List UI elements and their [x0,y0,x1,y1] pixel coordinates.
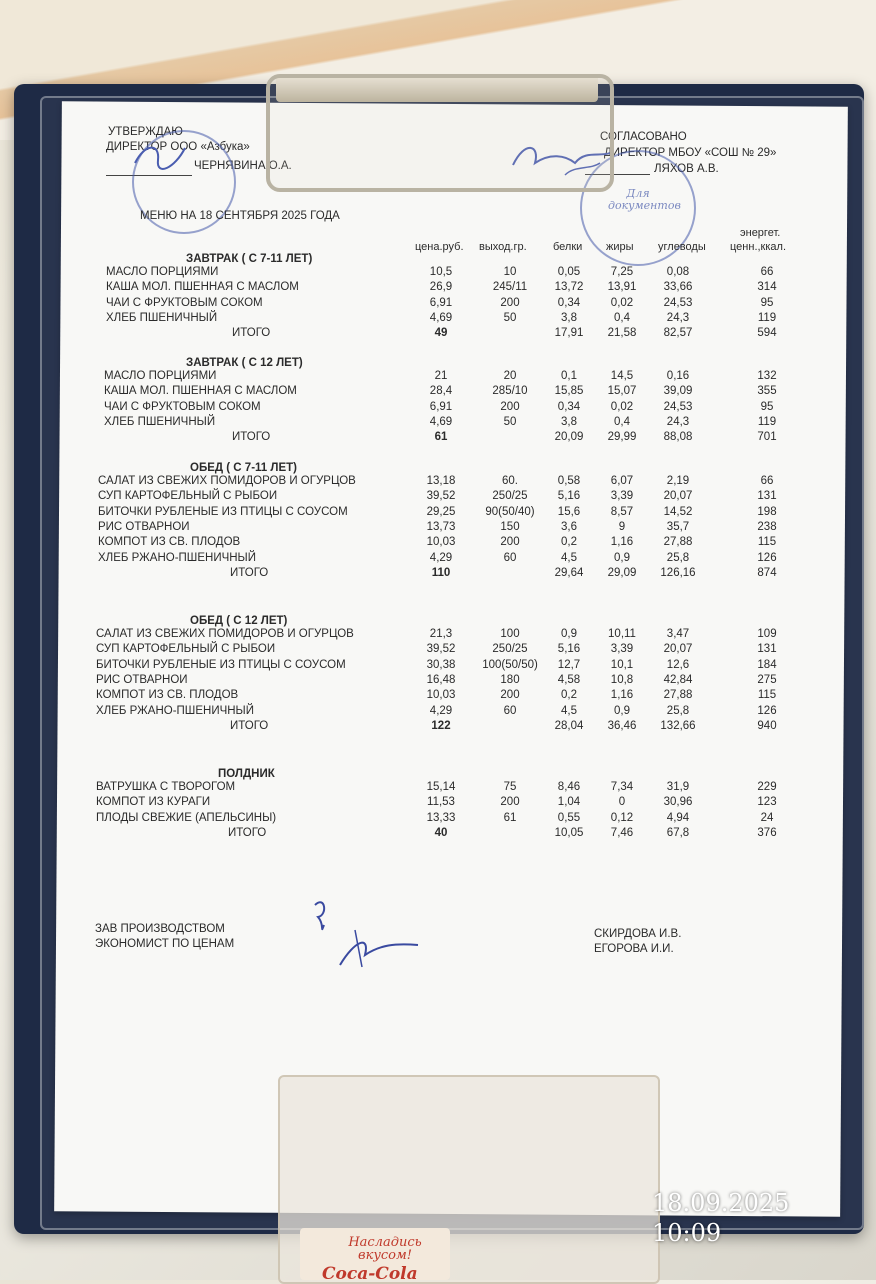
total-protein: 17,91 [554,327,584,340]
menu-item-carbs: 27,88 [663,689,693,702]
total-carbs: 126,16 [660,566,696,579]
col-fat: жиры [606,241,634,253]
menu-item-protein: 13,72 [554,281,584,294]
menu-item-price: 6,91 [429,296,453,309]
menu-item-name: КОМПОТ ИЗ СВ. ПЛОДОВ [96,689,239,702]
menu-item-energy: 66 [760,475,774,487]
menu-item-price: 21 [434,370,448,382]
menu-item-carbs: 30,96 [663,796,693,809]
menu-item-name: САЛАТ ИЗ СВЕЖИХ ПОМИДОРОВ И ОГУРЦОВ [98,475,356,487]
menu-item-yield: 20 [503,370,517,382]
footer-signatures [300,895,425,975]
menu-item-fat: 7,25 [610,266,634,278]
menu-item-energy: 126 [757,551,777,564]
signature-left [130,138,190,178]
menu-item-energy: 238 [757,520,777,533]
total-protein: 20,09 [554,431,584,444]
menu-item-yield: 200 [500,296,520,309]
total-protein: 10,05 [554,826,584,839]
menu-item-carbs: 20,07 [663,643,693,656]
menu-item-protein: 4,5 [561,551,577,564]
menu-item-carbs: 25,8 [666,551,690,564]
total-carbs: 82,57 [663,327,693,340]
approve-position: ДИРЕКТОР ООО «Азбука» [106,141,250,153]
total-price: 110 [431,566,451,579]
menu-item-price: 10,03 [426,689,456,702]
menu-item-energy: 119 [757,311,777,324]
approve-name: ЧЕРНЯВИНА О.А. [194,160,292,172]
photo-date: 18.09.2025 [652,1189,790,1217]
menu-item-price: 21,3 [429,628,453,640]
total-label: ИТОГО [230,566,269,579]
menu-item-protein: 3,8 [561,311,577,324]
menu-item-name: ХЛЕБ РЖАНО-ПШЕНИЧНЫЙ [98,551,257,564]
menu-item-protein: 15,6 [557,505,581,518]
menu-item-name: КАША МОЛ. ПШЕННАЯ С МАСЛОМ [106,281,299,294]
menu-item-fat: 1,16 [610,689,634,702]
menu-item-yield: 250/25 [492,643,528,656]
menu-item-price: 30,38 [426,658,456,671]
menu-item-yield: 250/25 [492,490,528,503]
menu-item-price: 13,73 [426,520,456,533]
menu-item-name: САЛАТ ИЗ СВЕЖИХ ПОМИДОРОВ И ОГУРЦОВ [96,628,354,640]
menu-item-yield: 100 [500,628,520,640]
menu-item-energy: 198 [757,505,777,518]
menu-item-fat: 14,5 [610,370,634,382]
menu-item-yield: 61 [503,811,517,824]
menu-item-energy: 184 [757,658,777,671]
menu-item-yield: 180 [500,673,520,686]
section-title: ОБЕД ( С 7-11 ЛЕТ) [190,462,297,474]
menu-item-price: 10,5 [429,266,453,278]
section-title: ПОЛДНИК [218,768,275,780]
menu-item-name: ХЛЕБ РЖАНО-ПШЕНИЧНЫЙ [96,704,255,717]
menu-item-energy: 123 [757,796,777,809]
menu-item-price: 15,14 [426,781,456,793]
footer-name-2: ЕГОРОВА И.И. [594,943,674,955]
menu-item-fat: 10,8 [610,673,634,686]
menu-item-yield: 50 [503,415,517,428]
menu-item-energy: 126 [757,704,777,717]
menu-item-name: СУП КАРТОФЕЛЬНЫЙ С РЫБОИ [98,490,278,503]
ad-text [330,1236,440,1262]
menu-item-name: СУП КАРТОФЕЛЬНЫЙ С РЫБОИ [96,643,276,656]
section-title: ЗАВТРАК ( С 7-11 ЛЕТ) [186,253,313,265]
menu-item-fat: 9 [618,520,626,533]
menu-item-yield: 60. [502,475,518,487]
menu-item-carbs: 27,88 [663,536,693,549]
menu-item-energy: 95 [760,296,774,309]
menu-item-name: МАСЛО ПОРЦИЯМИ [104,370,217,382]
menu-item-fat: 0 [618,796,626,809]
menu-item-price: 29,25 [426,505,456,518]
menu-item-price: 16,48 [426,673,456,686]
total-carbs: 67,8 [666,826,690,839]
menu-item-yield: 90(50/40) [485,505,535,518]
photo-timestamp [652,1188,789,1248]
menu-item-price: 4,69 [429,415,453,428]
menu-item-carbs: 35,7 [666,520,690,533]
menu-item-energy: 275 [757,673,777,686]
total-protein: 28,04 [554,719,584,732]
menu-item-yield: 200 [500,536,520,549]
total-label: ИТОГО [232,327,271,340]
menu-item-fat: 7,34 [610,781,634,793]
menu-item-fat: 3,39 [610,490,634,503]
section-title: ОБЕД ( С 12 ЛЕТ) [190,615,288,627]
menu-item-carbs: 0,08 [666,266,690,278]
menu-item-price: 28,4 [429,385,453,398]
menu-item-energy: 109 [757,628,777,640]
footer-role-2: ЭКОНОМИСТ ПО ЦЕНАМ [95,938,235,950]
menu-item-fat: 0,02 [610,296,634,309]
menu-item-carbs: 33,66 [663,281,693,294]
total-fat: 29,99 [607,431,637,444]
menu-item-carbs: 31,9 [666,781,690,793]
menu-item-fat: 1,16 [610,536,634,549]
menu-item-protein: 0,2 [561,536,577,549]
menu-item-energy: 132 [757,370,777,382]
menu-item-carbs: 14,52 [663,505,693,518]
menu-title: МЕНЮ НА 18 СЕНТЯБРЯ 2025 ГОДА [140,210,340,222]
menu-item-yield: 200 [500,689,520,702]
total-price: 49 [434,327,448,340]
menu-item-fat: 13,91 [607,281,637,294]
menu-item-fat: 0,12 [610,811,634,824]
menu-item-yield: 60 [503,551,517,564]
menu-item-fat: 10,11 [608,628,636,640]
menu-item-name: РИС ОТВАРНОИ [98,520,190,533]
total-fat: 7,46 [610,826,634,839]
menu-item-price: 4,29 [429,704,453,717]
menu-item-energy: 229 [757,781,777,793]
total-label: ИТОГО [232,431,271,444]
menu-item-carbs: 4,94 [666,811,690,824]
seal-right-text: Для документов [608,187,681,212]
col-price: цена.руб. [415,241,464,253]
total-price: 61 [434,431,448,444]
col-protein: белки [553,241,583,253]
menu-item-yield: 100(50/50) [482,658,538,671]
menu-item-protein: 0,34 [557,400,581,413]
menu-item-carbs: 24,3 [666,311,690,324]
ad-line-2: вкусом! [358,1248,412,1263]
menu-item-protein: 0,34 [557,296,581,309]
menu-item-fat: 0,9 [614,704,630,717]
total-energy: 874 [757,566,777,579]
menu-item-energy: 119 [757,415,777,428]
menu-item-fat: 15,07 [607,385,637,398]
approve-title: УТВЕРЖДАЮ [108,126,183,138]
total-carbs: 132,66 [660,719,696,732]
footer-name-1: СКИРДОВА И.В. [594,928,682,940]
menu-item-price: 13,33 [426,811,456,824]
menu-item-yield: 200 [500,796,520,809]
total-price: 40 [434,826,448,839]
menu-item-energy: 314 [757,281,777,294]
menu-item-carbs: 12,6 [666,658,690,671]
menu-item-protein: 1,04 [557,796,581,809]
menu-item-carbs: 20,07 [663,490,693,503]
menu-item-carbs: 0,16 [666,370,690,382]
total-fat: 29,09 [607,566,637,579]
menu-item-protein: 5,16 [557,643,581,656]
menu-item-price: 10,03 [426,536,456,549]
menu-item-name: ЧАИ С ФРУКТОВЫМ СОКОМ [104,400,261,413]
menu-item-name: ХЛЕБ ПШЕНИЧНЫЙ [104,415,216,428]
total-fat: 36,46 [607,719,637,732]
menu-item-fat: 8,57 [610,505,634,518]
menu-item-yield: 10 [503,266,517,278]
menu-item-price: 4,69 [429,311,453,324]
menu-item-name: БИТОЧКИ РУБЛЕНЫЕ ИЗ ПТИЦЫ С СОУСОМ [98,505,348,518]
col-energy-2: ценн.,ккал. [730,241,787,253]
menu-item-protein: 8,46 [557,781,581,793]
menu-item-carbs: 39,09 [663,385,693,398]
menu-item-carbs: 24,3 [666,415,690,428]
menu-item-fat: 0,4 [614,415,630,428]
ad-line-1: Насладись [348,1235,422,1250]
menu-item-carbs: 24,53 [663,296,693,309]
menu-item-protein: 3,6 [561,520,577,533]
menu-item-protein: 5,16 [557,490,581,503]
menu-item-energy: 131 [757,490,777,503]
agree-title: СОГЛАСОВАНО [600,131,687,143]
menu-item-name: ВАТРУШКА С ТВОРОГОМ [96,781,236,793]
total-price: 122 [431,719,451,732]
menu-item-yield: 60 [503,704,517,717]
menu-item-energy: 115 [757,536,777,549]
agree-name: ЛЯХОВ А.В. [654,163,719,175]
total-energy: 376 [757,826,777,839]
menu-item-fat: 3,39 [610,643,634,656]
menu-item-energy: 24 [760,811,774,824]
menu-item-name: БИТОЧКИ РУБЛЕНЫЕ ИЗ ПТИЦЫ С СОУСОМ [96,658,346,671]
menu-item-fat: 0,9 [614,551,630,564]
menu-item-carbs: 24,53 [663,400,693,413]
total-protein: 29,64 [554,566,584,579]
menu-item-name: КАША МОЛ. ПШЕННАЯ С МАСЛОМ [104,385,297,398]
menu-item-carbs: 25,8 [666,704,690,717]
footer-role-1: ЗАВ ПРОИЗВОДСТВОМ [95,923,225,935]
menu-item-energy: 355 [757,385,777,398]
menu-item-energy: 66 [760,266,774,278]
total-energy: 594 [757,327,777,340]
total-fat: 21,58 [607,327,637,340]
menu-item-fat: 10,1 [610,658,634,671]
agree-position: ДИРЕКТОР МБОУ «СОШ № 29» [604,147,777,159]
menu-item-protein: 4,5 [561,704,577,717]
menu-item-price: 11,53 [427,796,455,809]
menu-item-name: КОМПОТ ИЗ КУРАГИ [96,796,211,809]
col-carbs: углеводы [658,241,706,253]
menu-item-energy: 115 [757,689,777,702]
menu-item-protein: 0,05 [557,266,581,278]
menu-item-carbs: 42,84 [663,673,693,686]
menu-item-energy: 131 [757,643,777,656]
menu-item-protein: 0,1 [561,370,577,382]
total-carbs: 88,08 [663,431,693,444]
total-label: ИТОГО [228,826,267,839]
menu-item-protein: 3,8 [561,415,577,428]
menu-item-yield: 245/11 [492,281,528,294]
menu-item-protein: 0,2 [561,689,577,702]
menu-item-carbs: 2,19 [666,475,690,487]
photo-time: 10:09 [652,1219,722,1247]
menu-item-protein: 4,58 [557,673,581,686]
menu-item-price: 39,52 [426,643,456,656]
menu-item-yield: 75 [503,781,517,793]
menu-item-yield: 285/10 [492,385,528,398]
menu-item-price: 26,9 [429,281,453,294]
total-label: ИТОГО [230,719,269,732]
menu-item-name: ХЛЕБ ПШЕНИЧНЫЙ [106,311,218,324]
menu-item-name: МАСЛО ПОРЦИЯМИ [106,266,219,278]
menu-item-protein: 12,7 [557,658,581,671]
menu-item-fat: 0,4 [614,311,630,324]
menu-item-carbs: 3,47 [666,628,690,640]
menu-item-protein: 0,55 [557,811,581,824]
col-energy-1: энергет. [740,227,781,239]
menu-item-price: 6,91 [429,400,453,413]
menu-item-price: 4,29 [429,551,453,564]
menu-item-energy: 95 [760,400,774,413]
menu-item-price: 13,18 [426,475,456,487]
menu-item-yield: 50 [503,311,517,324]
menu-item-yield: 200 [500,400,520,413]
menu-item-protein: 0,9 [561,628,577,640]
menu-item-price: 39,52 [426,490,456,503]
col-yield: выход.гр. [479,241,527,253]
menu-item-fat: 6,07 [610,475,634,487]
menu-item-name: РИС ОТВАРНОИ [96,673,188,686]
ad-logo: Coca-Cola [322,1264,418,1284]
menu-item-name: КОМПОТ ИЗ СВ. ПЛОДОВ [98,536,241,549]
menu-item-name: ПЛОДЫ СВЕЖИЕ (АПЕЛЬСИНЫ) [96,811,277,824]
total-energy: 940 [757,719,777,732]
menu-item-protein: 0,58 [557,475,581,487]
menu-item-yield: 150 [500,520,520,533]
menu-item-protein: 15,85 [554,385,584,398]
menu-item-name: ЧАИ С ФРУКТОВЫМ СОКОМ [106,296,263,309]
clip-wire [266,74,614,192]
total-energy: 701 [757,431,777,444]
section-title: ЗАВТРАК ( С 12 ЛЕТ) [186,357,303,369]
menu-item-fat: 0,02 [610,400,634,413]
